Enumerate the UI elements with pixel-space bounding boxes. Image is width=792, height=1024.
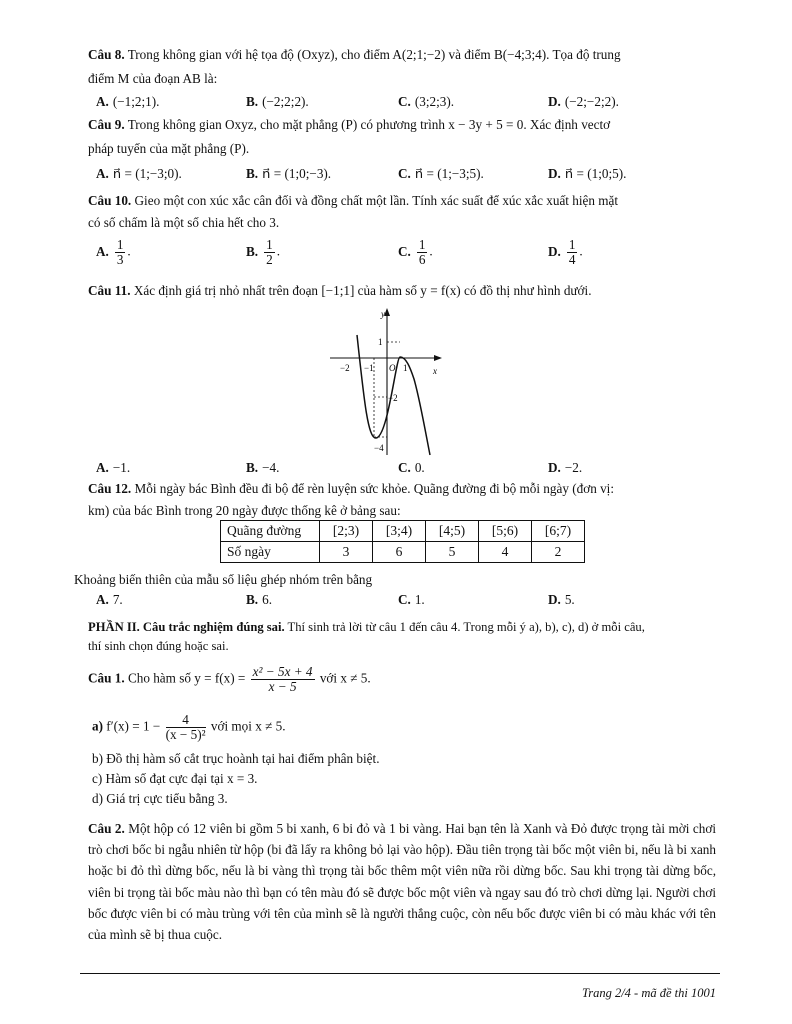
origin-label: O [389,363,396,373]
question-label: Câu 8. [88,47,125,62]
tick-y-neg2: −2 [388,393,398,403]
option-b: B. 6. [246,592,272,607]
table-cell: [4;5) [426,521,479,542]
question-8 [88,46,716,64]
question-text-cont: điểm M của đoạn AB là: [88,71,218,86]
tick-y-1: 1 [378,337,383,347]
option-c: C. 0. [398,460,425,475]
frequency-table [220,520,585,563]
question-12 [88,480,716,498]
question-label: Câu 9. [88,117,125,132]
option-d: D. n⃗ = (1;0;5). [548,166,627,181]
option-d: D. $\frac{1}{4}$ . [548,237,583,267]
table-row [221,521,585,542]
function-graph [330,305,450,460]
table-cell: 6 [373,542,426,563]
option-b: B. $\frac{1}{2}$ . [246,237,280,267]
question-text-cont: pháp tuyến của mặt phẳng (P). [88,141,250,156]
table-cell: 3 [320,542,373,563]
table-cell: 4 [479,542,532,563]
question-text: Trong không gian với hệ tọa độ (Oxyz), cho điểm A(2;1;−2) và điểm B(−4;3;4). Tọa độ trung [124,47,621,62]
statement-d: d) Giá trị cực tiểu bằng 3. [92,791,228,806]
table-header: Quãng đường [221,521,320,542]
option-c: C. n⃗ = (1;−3;5). [398,166,484,181]
table-cell: [6;7) [532,521,585,542]
table-header: Số ngày [221,542,320,563]
table-row [221,542,585,563]
question-text: Gieo một con xúc xắc cân đối và đồng chất một lần. Tính xác suất để xúc xắc xuất hiện mặt [131,193,619,208]
question-text-cont: km) của bác Bình trong 20 ngày được thống kê ở bảng sau: [88,503,401,518]
option-a: A. (−1;2;1). [96,94,160,109]
tick-x-neg2: −2 [340,363,350,373]
question-text-cont: có số chấm là một số chia hết cho 3. [88,215,280,230]
part2-question-1: Câu 1. Cho hàm số y = f(x) = $\frac{\text{x² − 5x + 4}}{x - 5}$ với x ≠ 5. [88,664,371,694]
part-2-title: PHẦN II. Câu trắc nghiệm đúng sai. [88,620,285,634]
tick-x-1: 1 [403,363,408,373]
question-11 [88,282,716,300]
part2-question-2 [88,818,716,945]
table-cell: [5;6) [479,521,532,542]
x-axis-label: x [433,366,437,376]
option-d: D. 5. [548,592,575,607]
option-c: C. (3;2;3). [398,94,455,109]
part-2-heading-cont: thí sinh chọn đúng hoặc sai. [88,639,229,653]
statement-b: b) Đồ thị hàm số cắt trục hoành tại hai điểm phân biệt. [92,751,380,766]
y-axis-label: y [381,309,385,319]
question-label: Câu 12. [88,481,132,496]
table-cell: 5 [426,542,479,563]
statement-a: a) f′(x) = 1 − $\frac{4}{\text{(x − 5)²}}$ với mọi x ≠ 5. [92,712,286,742]
tick-x-neg1: −1 [364,363,374,373]
table-cell: [3;4) [373,521,426,542]
question-text: Một hộp có 12 viên bi gồm 5 bi xanh, 6 bi đỏ và 1 bi vàng. Hai bạn tên là Xanh và Đỏ được trọng tài mời chơi trò chơi bốc bi ngẫu nhiên từ hộp (bi đã lấy ra không bỏ lại vào hộp). Đầu tiên trọng tài bốc một viên bi, nếu là bi xanh hoặc bi đỏ thì dừng bốc, nếu là bi vàng thì trọng tài bốc thêm một viên nữa rồi dừng bốc. Sau khi trọng tài dừng bốc, viên bi trọng tài bốc màu nào thì bạn có tên màu đó sẽ được bốc một viên và ngay sau đó trò chơi dừng lại. Người chơi bốc được viên bi có màu trùng với tên của mình sẽ là người thắng cuộc, còn nếu bốc được viên bi có màu khác với tên của mình sẽ bị thua cuộc. [88,821,717,943]
question-10 [88,192,716,210]
option-b: B. n⃗ = (1;0;−3). [246,166,332,181]
question-label: Câu 2. [88,821,125,836]
option-a: A. n⃗ = (1;−3;0). [96,166,182,181]
option-d: D. −2. [548,460,583,475]
question-text: Xác định giá trị nhỏ nhất trên đoạn [−1;1] của hàm số y = f(x) có đồ thị như hình dưới. [130,283,592,298]
statement-c: c) Hàm số đạt cực đại tại x = 3. [92,771,258,786]
question-text: Trong không gian Oxyz, cho mặt phẳng (P) có phương trình x − 3y + 5 = 0. Xác định vectơ [124,117,611,132]
question-label: Câu 11. [88,283,131,298]
option-b: B. (−2;2;2). [246,94,309,109]
footer-rule [80,973,720,974]
tick-y-neg4: −4 [374,443,384,453]
question-label: Câu 10. [88,193,132,208]
option-c: C. 1. [398,592,425,607]
table-cell: [2;3) [320,521,373,542]
question-text-cont: Khoảng biến thiên của mẫu số liệu ghép nhóm trên bằng [74,572,373,587]
option-b: B. −4. [246,460,280,475]
option-a: A. $\frac{1}{3}$ . [96,237,131,267]
option-a: A. −1. [96,460,131,475]
page-footer: Trang 2/4 - mã đề thi 1001 [581,986,716,1000]
question-9 [88,116,716,134]
option-c: C. $\frac{1}{6}$ . [398,237,433,267]
part-2-heading: PHẦN II. Câu trắc nghiệm đúng sai. Thí sinh trả lời từ câu 1 đến câu 4. Trong mỗi ý a), b), c), d) ở mỗi câu, [88,620,645,634]
question-label: Câu 1. [88,670,125,686]
option-d: D. (−2;−2;2). [548,94,619,109]
question-text: Mỗi ngày bác Bình đều đi bộ để rèn luyện sức khỏe. Quãng đường đi bộ mỗi ngày (đơn vị: [131,481,615,496]
table-cell: 2 [532,542,585,563]
option-a: A. 7. [96,592,123,607]
